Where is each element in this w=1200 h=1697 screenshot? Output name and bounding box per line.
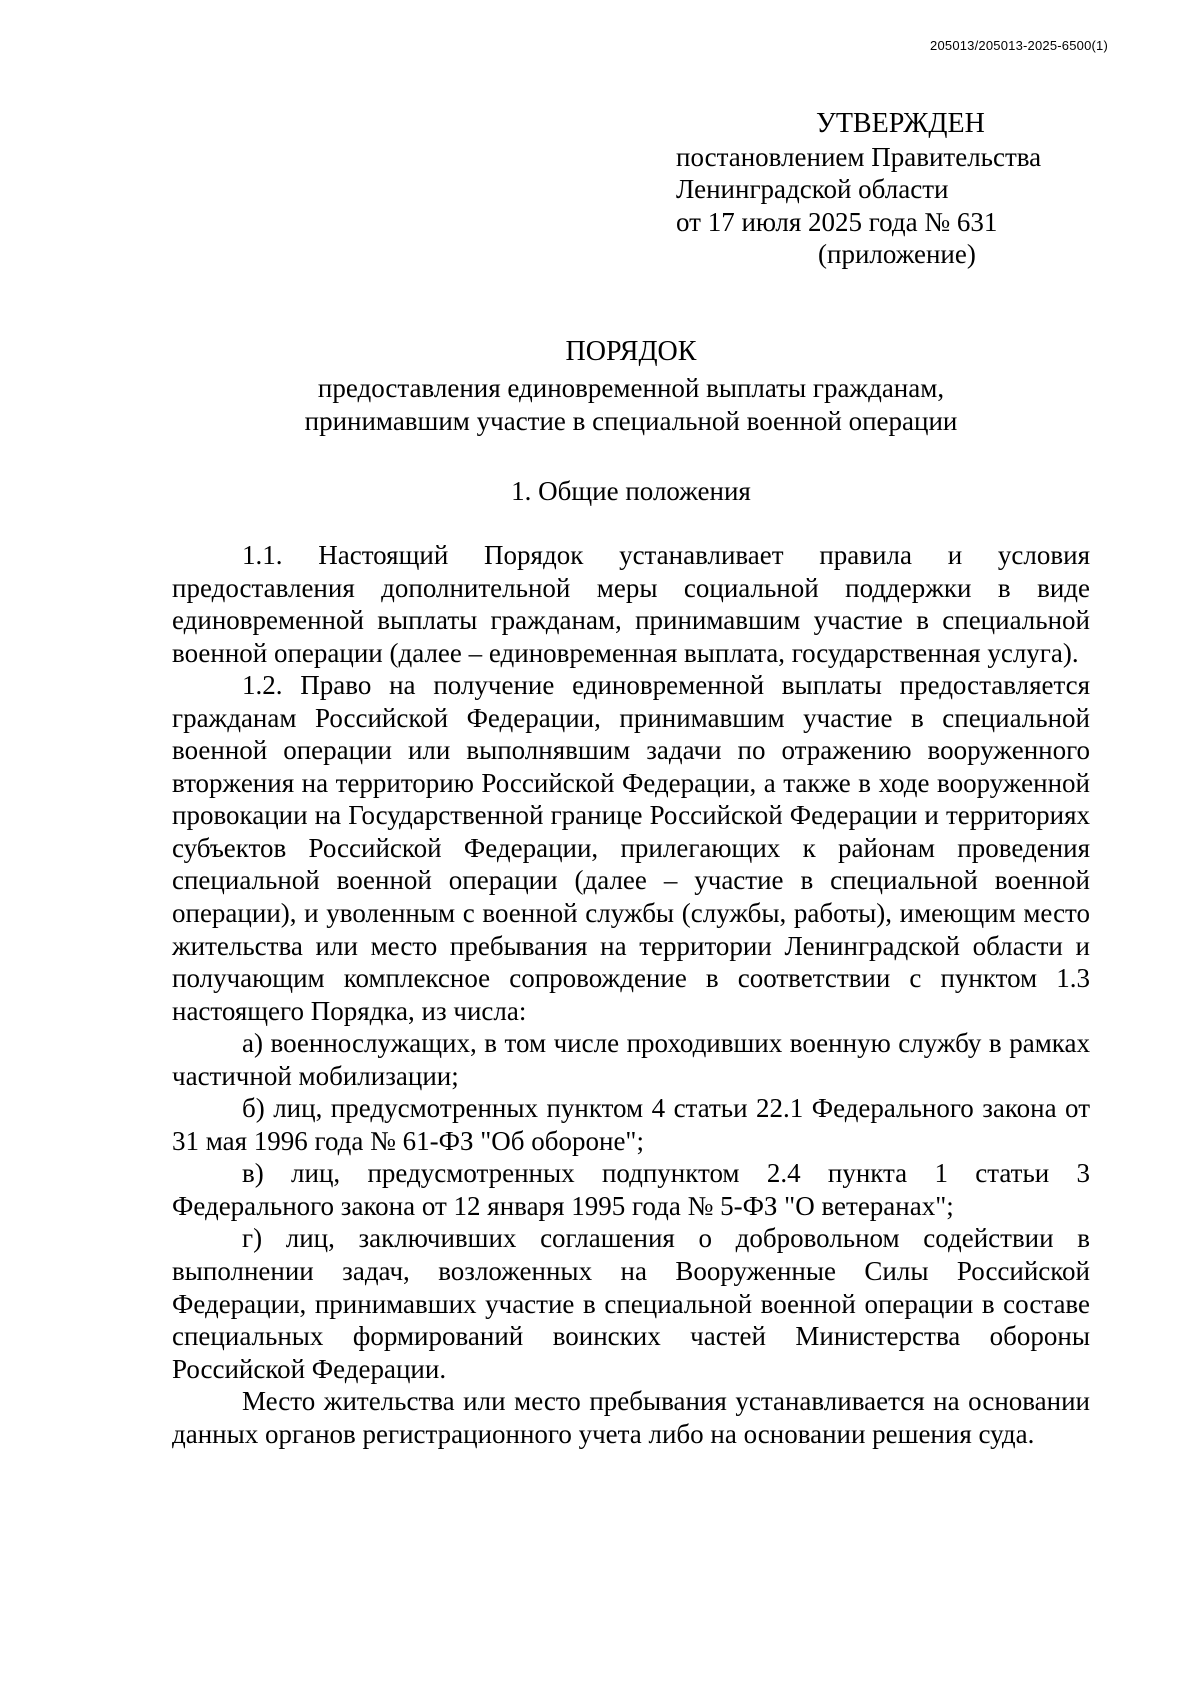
approval-line-2: Ленинградской области: [676, 174, 949, 205]
document-title-block: [172, 335, 1090, 438]
list-item-g: г) лиц, заключивших соглашения о добровольном содействии в выполнении задач, возложенных на Вооруженные Силы Российской Федерации, принимавших участие в специальной военной операции в составе специальных формирований воинских частей Министерства обороны Российской Федерации.: [172, 1223, 1090, 1384]
section-heading: 1. Общие положения: [511, 476, 751, 506]
approval-line-1: постановлением Правительства: [676, 141, 1042, 172]
document-body: [172, 539, 1090, 1450]
approval-heading: УТВЕРЖДЕН: [816, 108, 985, 139]
paragraph-1-1: 1.1. Настоящий Порядок устанавливает правила и условия предоставления дополнительной меры социальной поддержки в виде единовременной выплаты гражданам, принимавшим участие в специальной военной операции (далее – единовременная выплата, государственная услуга).: [172, 540, 1090, 668]
list-item-a: а) военнослужащих, в том числе проходивших военную службу в рамках частичной мобилизации;: [172, 1028, 1090, 1091]
document-title: ПОРЯДОК: [565, 336, 697, 367]
document-subtitle-line-1: предоставления единовременной выплаты гражданам,: [317, 373, 945, 403]
document-id: 205013/205013-2025-6500(1): [930, 38, 1108, 53]
paragraph-1-2: 1.2. Право на получение единовременной выплаты предоставляется гражданам Российской Федерации, принимавшим участие в специальной военной операции или выполнявшим задачи по отражению вооруженного вторжения на территорию Российской Федерации, а также в ходе вооруженной провокации на Государственной границе Российской Федерации и территориях субъектов Российской Федерации, прилегающих к районам проведения специальной военной операции (далее – участие в специальной военной операции), и уволенным с военной службы (службы, работы), имеющим место жительства или место пребывания на территории Ленинградской области и получающим комплексное сопровождение в соответствии с пунктом 1.3 настоящего Порядка, из числа:: [172, 670, 1090, 1026]
document-subtitle-line-2: принимавшим участие в специальной военной операции: [304, 406, 958, 436]
paragraph-residence: Место жительства или место пребывания устанавливается на основании данных органов регистрационного учета либо на основании решения суда.: [172, 1386, 1090, 1449]
approval-appendix: (приложение): [818, 239, 976, 270]
list-item-b: б) лиц, предусмотренных пунктом 4 статьи 22.1 Федерального закона от 31 мая 1996 года № 61-ФЗ "Об обороне";: [172, 1093, 1090, 1156]
list-item-v: в) лиц, предусмотренных подпунктом 2.4 пункта 1 статьи 3 Федерального закона от 12 января 1995 года № 5-ФЗ "О ветеранах";: [172, 1158, 1090, 1221]
approval-stamp: [676, 108, 1041, 271]
approval-line-3: от 17 июля 2025 года № 631: [676, 206, 998, 237]
